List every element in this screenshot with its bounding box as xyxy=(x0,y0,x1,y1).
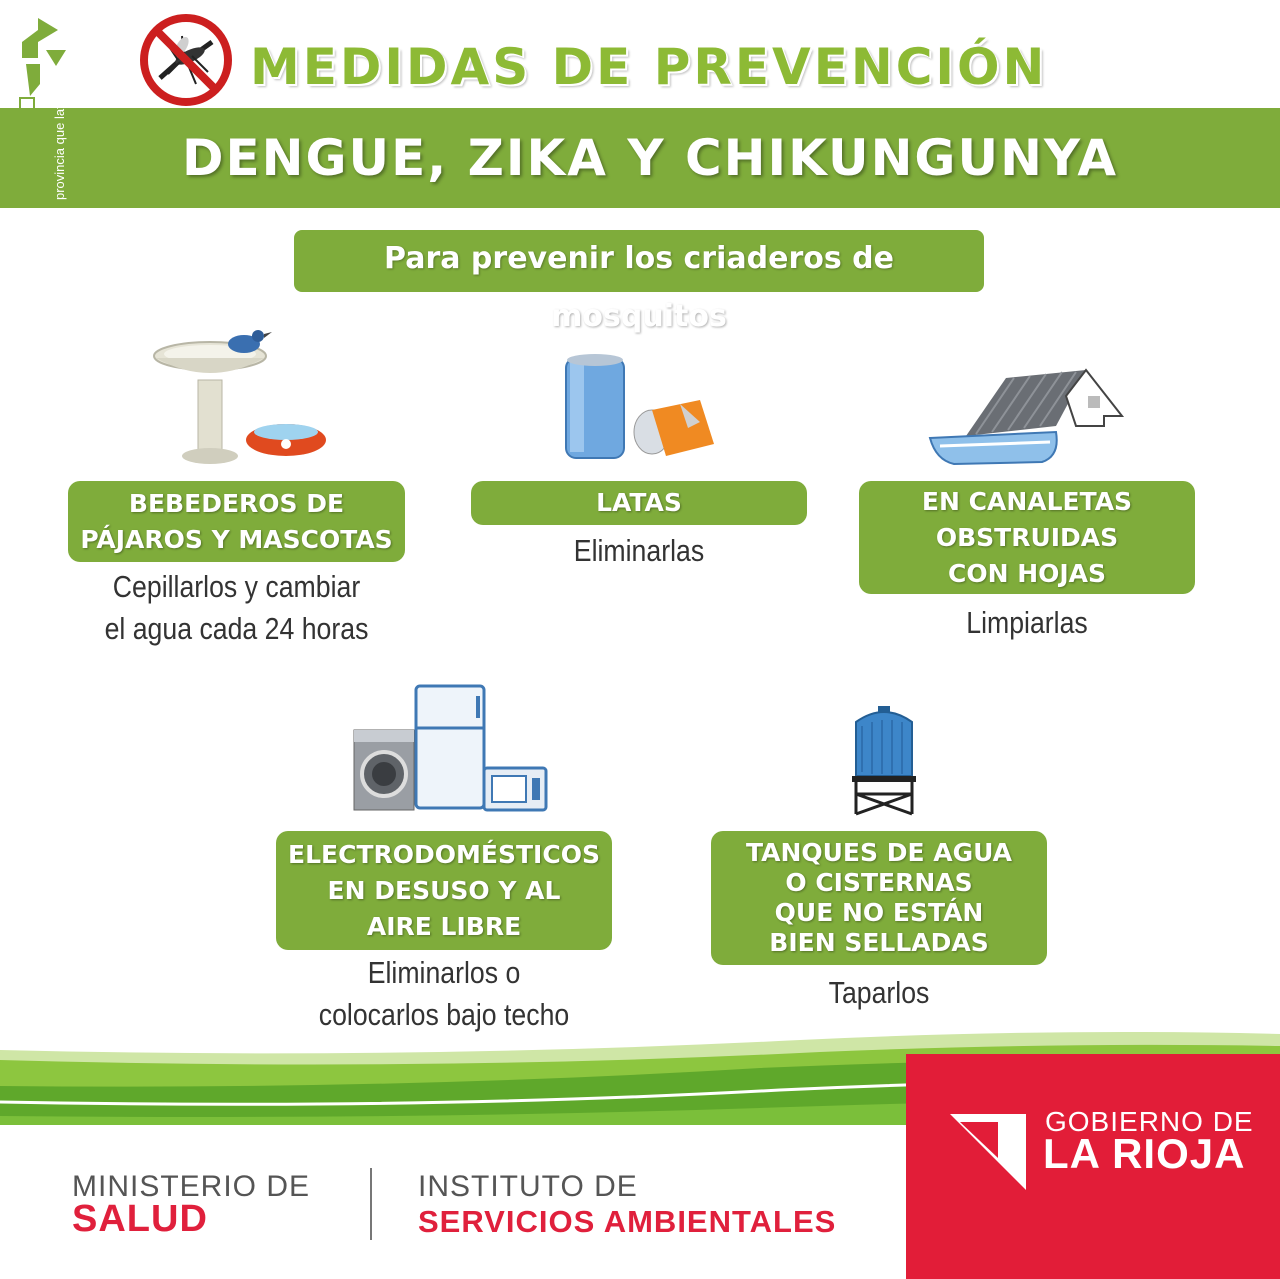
la-rioja-logo-icon xyxy=(950,1112,1030,1192)
item-title-line: OBSTRUIDAS xyxy=(935,522,1119,552)
cans-icon xyxy=(560,352,720,464)
item-card-water-tanks xyxy=(711,831,1047,965)
ministry-name: MINISTERIO DE xyxy=(72,1170,311,1203)
item-title-line: LATAS xyxy=(596,488,682,517)
item-title-line: PÁJAROS Y MASCOTAS xyxy=(80,524,393,554)
item-note-line: Cepillarlos y cambiar xyxy=(112,569,361,604)
item-card-birdbaths xyxy=(68,481,405,562)
item-title-line: ELECTRODOMÉSTICOS xyxy=(288,839,600,869)
item-title-line: EN CANALETAS xyxy=(921,486,1133,516)
gutter-roof-icon xyxy=(926,366,1126,466)
item-title-line: CON HOJAS xyxy=(947,558,1107,588)
item-note-line: Taparlos xyxy=(828,975,930,1010)
intro-label: Para prevenir los criaderos de mosquitos xyxy=(294,230,984,292)
item-title-line: TANQUES DE AGUA xyxy=(745,838,1012,867)
item-title-line: AIRE LIBRE xyxy=(366,911,522,941)
item-note-line: el agua cada 24 horas xyxy=(104,611,369,646)
item-note-water-tanks xyxy=(735,972,1024,1014)
no-mosquito-icon xyxy=(138,12,234,108)
item-note-birdbaths xyxy=(92,566,382,650)
item-title-line: QUE NO ESTÁN xyxy=(774,898,984,927)
side-logo-text: provincia que late xyxy=(52,98,67,200)
item-note-line: Limpiarlas xyxy=(966,605,1088,640)
item-note-line: Eliminarlas xyxy=(573,533,705,568)
item-note-gutters xyxy=(883,602,1172,644)
page-subtitle: DENGUE, ZIKA Y CHIKUNGUNYA xyxy=(181,129,1119,187)
item-card-appliances xyxy=(276,831,612,950)
item-title-line: BIEN SELLADAS xyxy=(769,928,989,957)
government-name: GOBIERNO DE xyxy=(1045,1106,1254,1137)
institute-name-bold: SERVICIOS AMBIENTALES xyxy=(418,1204,837,1239)
item-note-cans xyxy=(495,530,784,572)
item-note-line: Eliminarlos o xyxy=(367,955,521,990)
item-title-line: O CISTERNAS xyxy=(785,868,973,897)
page-title: MEDIDAS DE PREVENCIÓN xyxy=(250,38,1048,96)
water-tank-icon xyxy=(846,702,922,816)
birdbath-icon xyxy=(148,318,338,468)
institute-name: INSTITUTO DE xyxy=(418,1170,638,1203)
appliances-icon xyxy=(350,684,550,814)
item-title-line: BEBEDEROS DE xyxy=(128,488,345,518)
government-name-bold: LA RIOJA xyxy=(1043,1130,1246,1177)
item-card-cans xyxy=(471,481,807,525)
item-note-line: colocarlos bajo techo xyxy=(318,997,570,1032)
ministry-name-bold: SALUD xyxy=(72,1198,208,1240)
item-title-line: EN DESUSO Y AL xyxy=(327,875,561,905)
item-card-gutters xyxy=(859,481,1195,594)
footer-divider xyxy=(370,1168,372,1240)
